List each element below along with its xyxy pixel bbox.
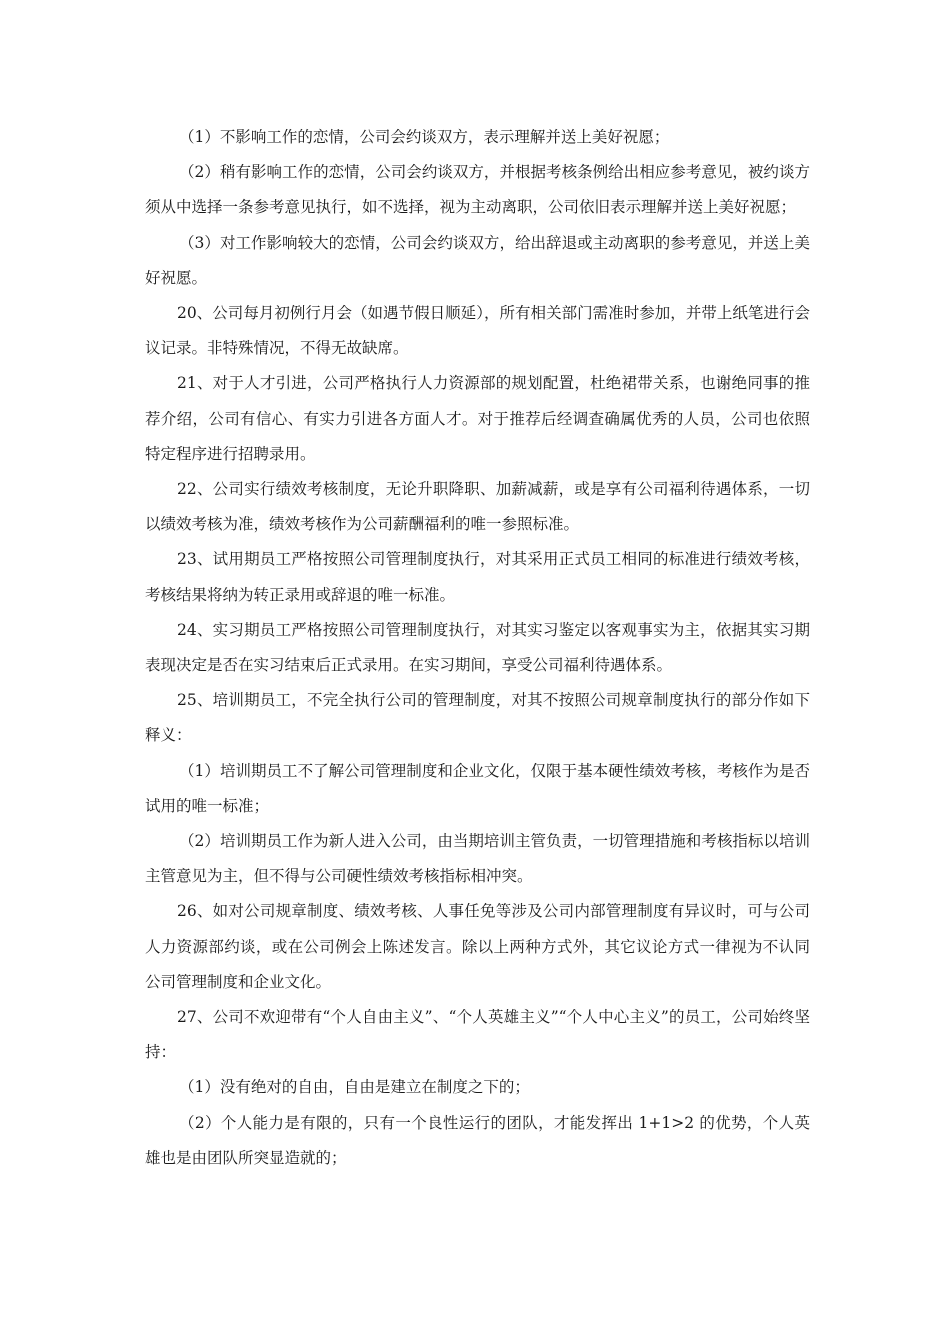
paragraph-item-25-sub-1: （1）培训期员工不了解公司管理制度和企业文化，仅限于基本硬性绩效考核，考核作为是否试用的唯一标准；	[145, 761, 810, 815]
paragraph-item-25-sub-2: （2）培训期员工作为新人进入公司，由当期培训主管负责，一切管理措施和考核指标以培训主管意见为主，但不得与公司硬性绩效考核指标相冲突。	[145, 832, 810, 886]
paragraph-item-24: 24、实习期员工严格按照公司管理制度执行，对其实习鉴定以客观事实为主，依据其实习期表现决定是否在实习结束后正式录用。在实习期间，享受公司福利待遇体系。	[145, 620, 810, 675]
paragraph-item-23: 23、试用期员工严格按照公司管理制度执行，对其采用正式员工相同的标准进行绩效考核，考核结果将纳为转正录用或辞退的唯一标准。	[145, 550, 810, 604]
paragraph-relationship-major-impact: （3）对工作影响较大的恋情，公司会约谈双方，给出辞退或主动离职的参考意见，并送上美好祝愿。	[145, 233, 810, 287]
paragraph-relationship-minor-impact: （2）稍有影响工作的恋情，公司会约谈双方，并根据考核条例给出相应参考意见，被约谈方须从中选择一条参考意见执行，如不选择，视为主动离职，公司依旧表示理解并送上美好祝愿；	[145, 163, 810, 217]
paragraph-item-27: 27、公司不欢迎带有“个人自由主义”、“个人英雄主义”“个人中心主义”的员工，公司始终坚持：	[145, 1008, 810, 1062]
document-body	[145, 120, 810, 1176]
paragraph-item-26: 26、如对公司规章制度、绩效考核、人事任免等涉及公司内部管理制度有异议时，可与公司人力资源部约谈，或在公司例会上陈述发言。除以上两种方式外，其它议论方式一律视为不认同公司管理制度和企业文化。	[145, 902, 810, 991]
paragraph-item-27-sub-1: （1）没有绝对的自由，自由是建立在制度之下的；	[179, 1078, 530, 1097]
paragraph-item-22: 22、公司实行绩效考核制度，无论升职降职、加薪减薪，或是享有公司福利待遇体系，一切以绩效考核为准，绩效考核作为公司薪酬福利的唯一参照标准。	[145, 480, 810, 534]
paragraph-relationship-no-impact: （1）不影响工作的恋情，公司会约谈双方，表示理解并送上美好祝愿；	[179, 128, 670, 146]
paragraph-item-27-sub-2: （2）个人能力是有限的，只有一个良性运行的团队，才能发挥出 1+1>2 的优势，个人英雄也是由团队所突显造就的；	[145, 1113, 810, 1167]
paragraph-item-25: 25、培训期员工，不完全执行公司的管理制度，对其不按照公司规章制度执行的部分作如下释义：	[145, 691, 810, 745]
paragraph-item-21: 21、对于人才引进，公司严格执行人力资源部的规划配置，杜绝裙带关系，也谢绝同事的推荐介绍，公司有信心、有实力引进各方面人才。对于推荐后经调查确属优秀的人员，公司也依照特定程序进行招聘录用。	[145, 374, 810, 463]
paragraph-item-20: 20、公司每月初例行月会（如遇节假日顺延），所有相关部门需准时参加，并带上纸笔进行会议记录。非特殊情况，不得无故缺席。	[145, 304, 810, 358]
